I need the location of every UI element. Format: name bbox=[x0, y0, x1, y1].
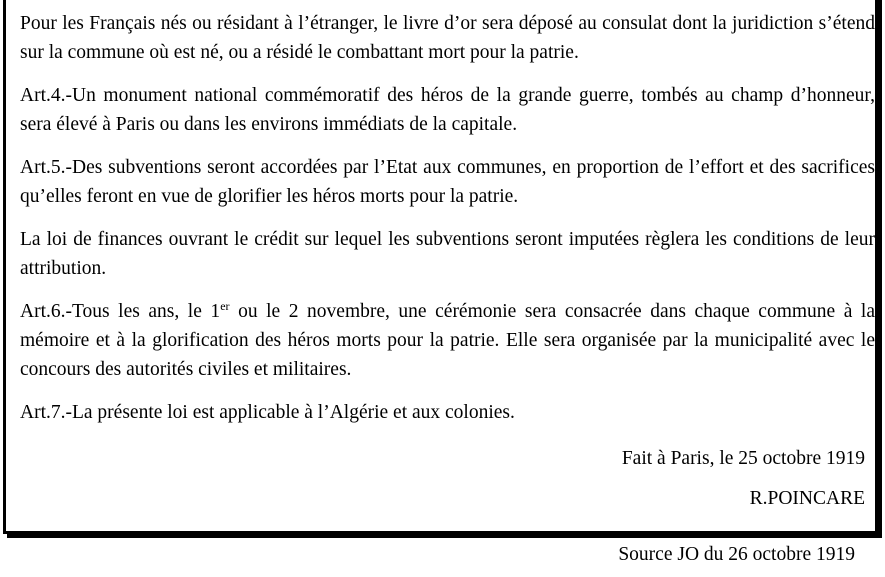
paragraph-finances: La loi de finances ouvrant le crédit sur lequel les subventions seront imputées règlera les conditions de leur attribution. bbox=[20, 229, 875, 279]
document-frame bbox=[3, 0, 878, 534]
document-body bbox=[20, 9, 875, 441]
date-line: Fait à Paris, le 25 octobre 1919 bbox=[621, 448, 865, 469]
paragraph-consulat: Pour les Français nés ou résidant à l’étranger, le livre d’or sera déposé au consulat dont la juridiction s’étend sur la commune où est né, ou a résidé le combattant mort pour la patrie. bbox=[20, 13, 875, 63]
art6-text-end: ou le 2 novembre, une cérémonie sera consacrée dans chaque commune à la mémoire et à la glorification des héros morts pour la patrie. Elle sera organisée par la municipalité avec le concours des autorités civiles et militaires. bbox=[20, 301, 876, 380]
paragraph-art7: Art.7.-La présente loi est applicable à l’Algérie et aux colonies. bbox=[20, 402, 515, 423]
source-caption: Source JO du 26 octobre 1919 bbox=[618, 544, 855, 565]
art6-superscript: er bbox=[220, 299, 230, 313]
paragraph-art4: Art.4.-Un monument national commémoratif des héros de la grande guerre, tombés au champ d’honneur, sera élevé à Paris ou dans les environs immédiats de la capitale. bbox=[20, 85, 875, 135]
paragraph-art5: Art.5.-Des subventions seront accordées par l’Etat aux communes, en proportion de l’effort et des sacrifices qu’elles feront en vue de glorifier les héros morts pour la patrie. bbox=[20, 157, 875, 207]
art6-text-start: Art.6.-Tous les ans, le 1 bbox=[20, 301, 221, 322]
paragraph-art6 bbox=[20, 297, 875, 384]
signature: R.POINCARE bbox=[749, 488, 865, 509]
